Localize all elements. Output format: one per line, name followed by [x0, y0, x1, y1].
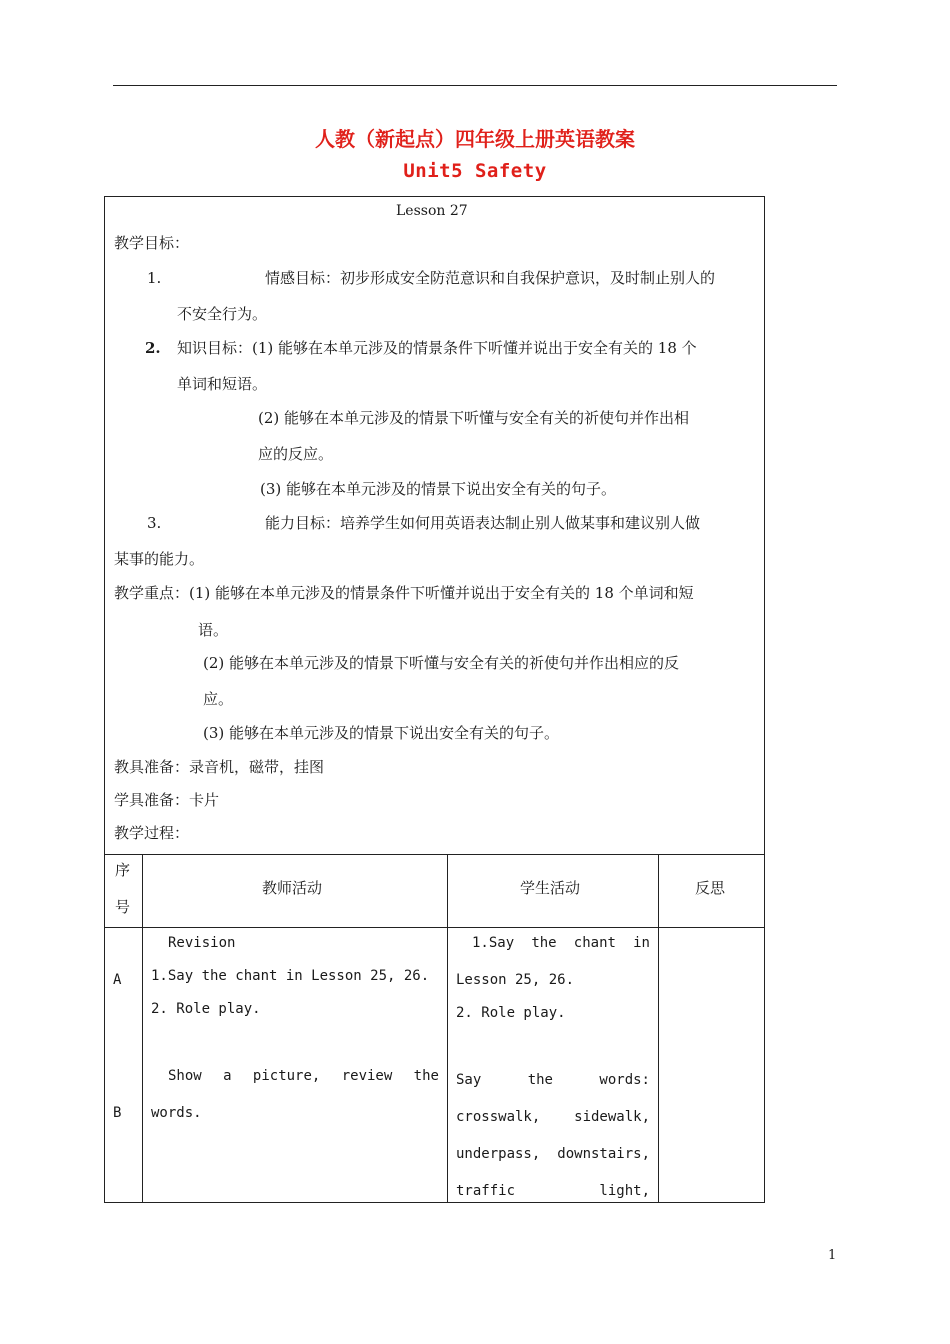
header-teacher-activity: 教师活动	[262, 879, 323, 897]
goal3-number: 3.	[147, 514, 162, 532]
word: the	[413, 1068, 439, 1084]
goal2-line3: (2) 能够在本单元涉及的情景下听懂与安全有关的祈使句并作出相	[258, 409, 690, 427]
word: sidewalk,	[574, 1109, 650, 1125]
student-tools: 学具准备：卡片	[114, 791, 220, 809]
key-points-line2: 语。	[198, 621, 229, 639]
goal2-line5: (3) 能够在本单元涉及的情景下说出安全有关的句子。	[260, 480, 617, 498]
word: underpass,	[456, 1146, 541, 1162]
word: 1.Say	[472, 935, 515, 951]
row-a-label: A	[113, 972, 122, 988]
row-b-student-line3	[456, 1144, 650, 1164]
word: a	[223, 1068, 232, 1084]
header-seq-top: 序	[115, 861, 131, 879]
key-points-line5: (3) 能够在本单元涉及的情景下说出安全有关的句子。	[203, 724, 560, 742]
word: downstairs,	[557, 1146, 650, 1162]
row-b-student-line2	[456, 1107, 650, 1127]
word: traffic	[456, 1183, 516, 1199]
key-points-line3: (2) 能够在本单元涉及的情景下听懂与安全有关的祈使句并作出相应的反	[203, 654, 680, 672]
goal1-line2: 不安全行为。	[177, 305, 268, 323]
row-b-teacher-line1	[168, 1066, 439, 1086]
key-points-line1: 教学重点：(1) 能够在本单元涉及的情景条件下听懂并说出于安全有关的 18 个单词和短	[114, 584, 694, 602]
word: chant	[573, 935, 616, 951]
unit-subtitle: Unit5 Safety	[403, 160, 547, 182]
column-divider-2	[447, 854, 448, 1203]
word: the	[527, 1072, 553, 1088]
word: words:	[599, 1072, 650, 1088]
key-points-line4: 应。	[203, 690, 234, 708]
row-a-teacher-line3: 2. Role play.	[151, 1001, 261, 1017]
word: the	[531, 935, 557, 951]
word: picture,	[252, 1068, 321, 1084]
teaching-tools: 教具准备：录音机，磁带，挂图	[114, 758, 325, 776]
word: in	[633, 935, 650, 951]
goal2-line4: 应的反应。	[258, 445, 334, 463]
page-title: 人教（新起点）四年级上册英语教案	[315, 127, 635, 151]
column-divider-1	[142, 854, 143, 1203]
goal2-line2: 单词和短语。	[177, 375, 268, 393]
row-b-teacher-line2: words.	[151, 1105, 202, 1121]
header-reflection: 反思	[695, 879, 726, 897]
row-a-student-line1	[472, 933, 650, 953]
row-b-label: B	[113, 1105, 122, 1121]
goal1-number: 1.	[147, 269, 162, 287]
row-a-teacher-line1: Revision	[168, 935, 236, 951]
header-rule	[113, 85, 837, 86]
word: Show	[168, 1068, 202, 1084]
row-b-student-line4	[456, 1181, 650, 1201]
page-number: 1	[828, 1248, 837, 1263]
lesson-label: Lesson 27	[396, 203, 468, 219]
word: Say	[456, 1072, 482, 1088]
row-a-student-line3: 2. Role play.	[456, 1005, 566, 1021]
goals-heading: 教学目标：	[114, 234, 190, 252]
goal3-line2: 某事的能力。	[114, 550, 205, 568]
row-a-student-line2: Lesson 25, 26.	[456, 972, 575, 988]
column-divider-3	[658, 854, 659, 1203]
goal2-line1: 知识目标：(1) 能够在本单元涉及的情景条件下听懂并说出于安全有关的 18 个	[177, 339, 697, 357]
goal2-number: 2.	[145, 339, 161, 357]
row-b-student-line1	[456, 1070, 650, 1090]
word: crosswalk,	[456, 1109, 541, 1125]
goal1-line1: 情感目标：初步形成安全防范意识和自我保护意识，及时制止别人的	[265, 269, 716, 287]
header-student-activity: 学生活动	[520, 879, 581, 897]
word: review	[341, 1068, 393, 1084]
table-top-border	[104, 854, 765, 855]
word: light,	[599, 1183, 650, 1199]
header-seq-bottom: 号	[115, 898, 131, 916]
table-header-border	[104, 927, 765, 928]
row-a-teacher-line2: 1.Say the chant in Lesson 25, 26.	[151, 968, 430, 984]
process-heading: 教学过程：	[114, 824, 190, 842]
goal3-line1: 能力目标：培养学生如何用英语表达制止别人做某事和建议别人做	[265, 514, 701, 532]
